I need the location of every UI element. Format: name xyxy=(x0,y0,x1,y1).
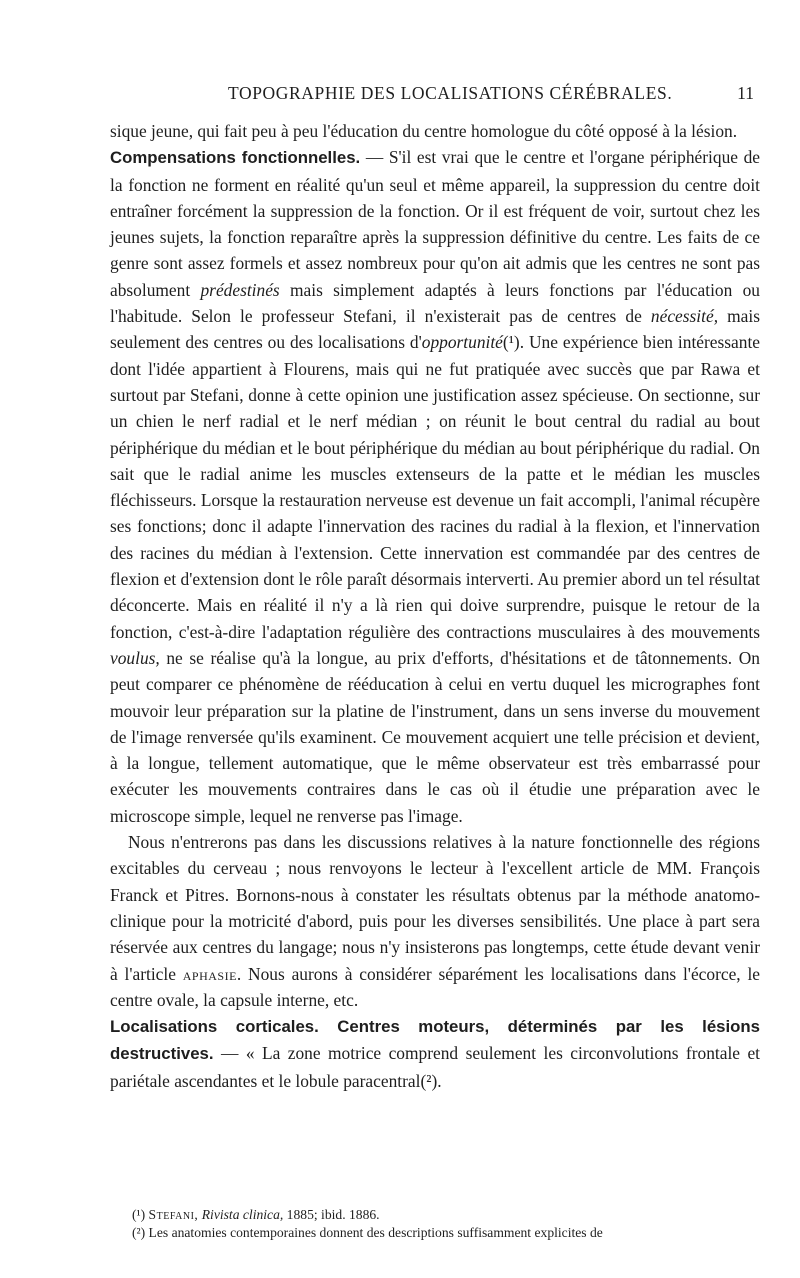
section-heading-localisations: Localisations corticales. Centres moteurs, déterminés par les lésions destructives. xyxy=(110,1017,760,1064)
text-run: ne se réalise qu'à la longue, au prix d'efforts, d'hésitations et de tâtonnements. On peut comparer ce phénomène de rééducation à celui en vertu duquel les micrographes font mouvoir leur préparation sur la platine de l'instrument, dans un sens inverse du mouvement de l'image renversée qu'ils examinent. Ce mouvement acquiert une telle précision et devient, à la longue, tellement automatique, que le même observateur est très embarrassé pour exécuter les mouvements contraires dans le cas où il étudie une préparation avec le microscope simple, lequel ne renverse pas l'image. xyxy=(110,647,760,826)
footnote-2-mark: (²) xyxy=(132,1225,146,1240)
text-run: . xyxy=(437,1070,442,1091)
footnote-ref-2[interactable]: (²) xyxy=(420,1070,438,1091)
running-title: TOPOGRAPHIE DES LOCALISATIONS CÉRÉBRALES. xyxy=(228,83,673,103)
text-run: mais seulement des centres ou des localisations d' xyxy=(110,306,760,353)
text-run: Nous n'entrerons pas dans les discussions relatives à la nature fonctionnelle des régions excitables du cerveau ; nous renvoyons le lecteur à l'excellent article de MM. François Franck et Pitres. Bornons-nous à constater les résultats obtenus par la méthode anatomo-clinique pour la motricité d'abord, puis pour les diverses sensibilités. Une place à part sera réservée aux centres du langage; nous n'y insisterons pas longtemps, cette étude devant venir à l'article xyxy=(110,832,760,984)
small-caps-term: aphasie xyxy=(182,963,237,984)
italic-term: opportunité xyxy=(421,332,503,353)
section-heading-compensations: Compensations fonctionnelles. xyxy=(110,148,361,168)
text-run: . Nous aurons à considérer séparément les localisations dans l'écorce, le centre ovale, la capsule interne, etc. xyxy=(110,963,760,1010)
paragraph-discussions xyxy=(110,829,760,1013)
footnote-1 xyxy=(110,1206,760,1224)
footnote-2-text: Les anatomies contemporaines donnent des descriptions suffisamment explicites de xyxy=(145,1225,603,1240)
paragraph-1 xyxy=(110,118,760,144)
text-run: mais simplement adaptés à leurs fonctions par l'éducation ou l'habitude. Selon le professeur Stefani, il n'existerait pas de centres de xyxy=(110,279,760,327)
paragraph-localisations xyxy=(110,1013,760,1094)
footnote-1-rest: 1885; ibid. 1886. xyxy=(283,1207,380,1222)
text-run: — S'il est vrai que le centre et l'organe périphérique de la fonction ne forment en réalité qu'un seul et même appareil, la suppression du centre doit entraîner forcément la suppression de la fonction. Or il est fréquent de voir, surtout chez les jeunes sujets, la fonction reparaître après la suppression définitive du centre. Les faits de ce genre sont assez formels et assez nombreux pour qu'on ait admis que les centres ne sont pas absolument xyxy=(110,147,761,300)
paragraph-1-text: sique jeune, qui fait peu à peu l'éducation du centre homologue du côté opposé à la lésion. xyxy=(110,121,738,141)
footnotes xyxy=(110,1206,760,1242)
page-number: 11 xyxy=(737,83,754,103)
italic-term: prédestinés xyxy=(200,279,280,300)
text-run: . Une expérience bien intéressante dont l'idée appartient à Flourens, mais qui ne fut pratiquée avec succès que par Rawa et surtout par Stefani, donne à cette opinion une justification assez spécieuse. On sectionne, sur un chien le nerf radial et le nerf médian ; on réunit le bout central du radial au bout périphérique du médian et le bout périphérique du médian au bout périphérique du radial. On sait que le radial anime les muscles extenseurs de la patte et le médian les muscles fléchisseurs. Lorsque la restauration nerveuse est devenue un fait accompli, l'animal récupère ses fonctions; donc il adapte l'innervation des racines du radial à la flexion, et l'innervation des racines du médian à l'extension. Cette innervation est commandée par des centres de flexion et d'extension dont le rôle paraît désormais interverti. Au premier abord un tel résultat déconcerte. Mais en réalité il n'y a là rien qui doive surprendre, puisque le retour de la fonction, c'est-à-dire l'adaptation régulière des contractions musculaires à des mouvements xyxy=(110,332,761,642)
italic-term: voulus, xyxy=(110,647,160,668)
running-header xyxy=(110,83,760,109)
footnote-2 xyxy=(110,1224,760,1242)
footnote-1-author: Stefani, xyxy=(148,1207,199,1222)
footnote-1-mark: (¹) xyxy=(132,1207,146,1222)
footnote-1-source: Rivista clinica, xyxy=(201,1207,284,1222)
italic-term: nécessité, xyxy=(650,306,719,327)
text-run: — « La zone motrice comprend seulement les circonvolutions frontale et pariétale ascendantes et le lobule paracentral xyxy=(110,1043,760,1091)
main-text xyxy=(110,118,760,1094)
footnote-ref-1[interactable]: (¹) xyxy=(502,332,520,353)
paragraph-compensations xyxy=(110,144,760,829)
